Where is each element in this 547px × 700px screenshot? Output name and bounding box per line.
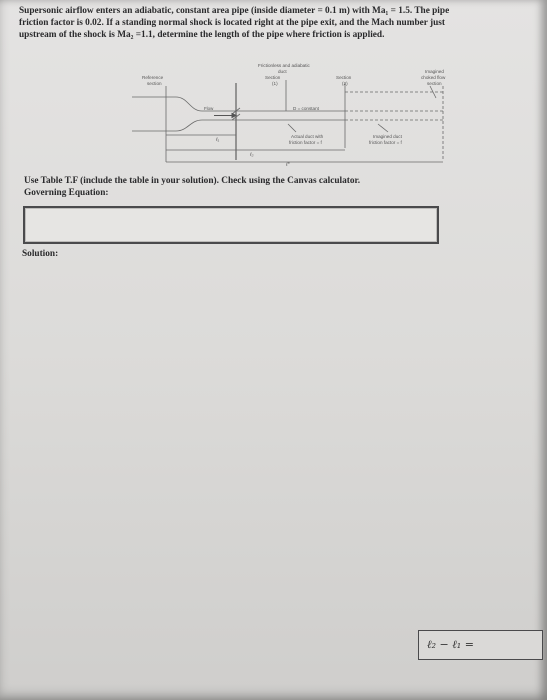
duct-diagram [128,58,458,168]
section-1-number: (1) [272,81,278,86]
actual-duct-label: Actual duct with [291,134,324,139]
lstar-label: ℓ* [286,162,290,168]
imagined-duct-label: Imagined duct [373,134,402,139]
answer-box[interactable] [418,630,543,660]
d-constant-label: D = constant [293,106,319,111]
imagined-duct-label-2: friction factor = f [369,140,402,145]
governing-equation-label: Governing Equation: [24,187,109,198]
section-2-label: Section [336,75,352,80]
section-2-number: (2) [342,81,348,86]
problem-line-2: friction factor is 0.02. If a standing normal shock is located right at the pipe exit, and the Mach number just [19,17,446,28]
l2-label: ℓ₂ [250,152,254,158]
instruction-line: Use Table T.F (include the table in your solution). Check using the Canvas calculator. [24,176,361,186]
imagined-section-label: Imagined [425,69,444,74]
instructions [24,176,524,199]
imagined-section-label-2: choked flow [421,75,446,80]
actual-duct-label-2: friction factor = f [289,140,322,145]
governing-equation-box[interactable] [23,206,439,244]
problem-statement [19,6,534,41]
frictionless-label-2: duct [278,69,287,74]
solution-label: Solution: [22,249,59,259]
frictionless-label: Frictionless and adiabatic [258,63,310,68]
flow-label: Flow [204,106,214,111]
answer-label: ℓ₂ − ℓ₁ = [427,638,474,651]
problem-line-1: Supersonic airflow enters an adiabatic, constant area pipe (inside diameter = 0.1 m) with Ma₁ = 1.5. The pipe [19,6,450,16]
l1-label: ℓ₁ [216,137,220,143]
problem-line-3: upstream of the shock is Ma₂ =1.1, determine the length of the pipe where friction is applied. [19,29,385,40]
section-1-label: Section [265,75,281,80]
reference-section-label: Reference [142,75,164,80]
imagined-section-label-3: section [427,81,442,86]
reference-section-label-2: section [147,81,162,86]
